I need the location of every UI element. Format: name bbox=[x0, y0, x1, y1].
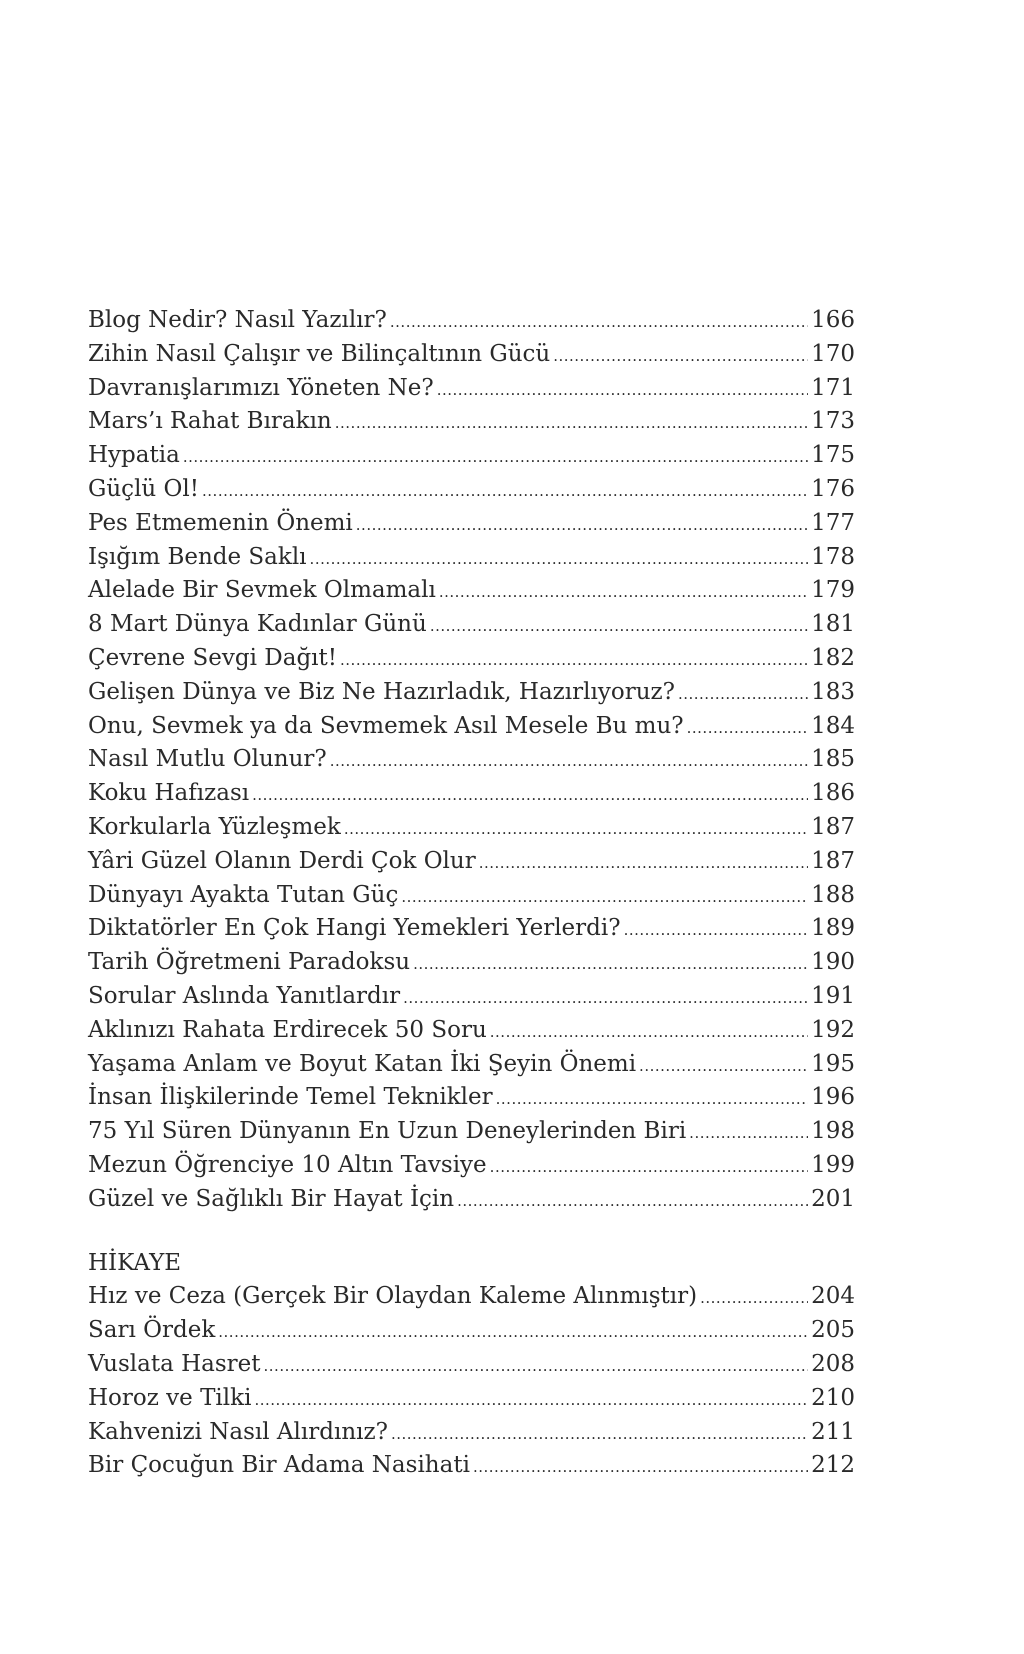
toc-entry-page-number: 186 bbox=[811, 780, 855, 807]
toc-entry-title: Işığım Bende Saklı bbox=[88, 543, 307, 570]
toc-entry bbox=[88, 946, 855, 980]
toc-entry-page-number: 166 bbox=[811, 307, 855, 333]
toc-entry bbox=[88, 743, 855, 777]
toc-entry-page-number: 183 bbox=[811, 678, 855, 705]
toc-entry-title: Koku Hafızası bbox=[88, 780, 250, 807]
toc-entry-title: Gelişen Dünya ve Biz Ne Hazırladık, Hazırlıyoruz? bbox=[88, 678, 675, 705]
toc-entry-title: Diktatörler En Çok Hangi Yemekleri Yerlerdi? bbox=[88, 915, 621, 942]
toc-entry bbox=[88, 676, 855, 710]
toc-entry-page-number: 187 bbox=[811, 847, 855, 874]
toc-entry-title: Blog Nedir? Nasıl Yazılır? bbox=[88, 307, 387, 333]
toc-entry-title: Onu, Sevmek ya da Sevmemek Asıl Mesele Bu mu? bbox=[88, 712, 684, 739]
dot-leader bbox=[183, 445, 808, 469]
toc-entry bbox=[88, 980, 855, 1014]
toc-entry-title: Hız ve Ceza (Gerçek Bir Olaydan Kaleme Alınmıştır) bbox=[88, 1283, 698, 1310]
toc-entry-title: Yâri Güzel Olanın Derdi Çok Olur bbox=[88, 847, 476, 874]
toc-entry bbox=[88, 372, 855, 406]
toc-entry bbox=[88, 811, 855, 845]
toc-entry-title: Güzel ve Sağlıklı Bir Hayat İçin bbox=[88, 1185, 455, 1212]
section-heading: HİKAYE bbox=[88, 1249, 182, 1276]
toc-entry bbox=[88, 1081, 855, 1115]
dot-leader bbox=[330, 749, 808, 773]
toc-entry bbox=[88, 338, 855, 372]
toc-entry-title: Güçlü Ol! bbox=[88, 475, 200, 502]
dot-leader bbox=[496, 1087, 808, 1111]
toc-entry-page-number: 173 bbox=[811, 408, 855, 435]
dot-leader bbox=[639, 1054, 808, 1078]
section-entries bbox=[88, 1280, 855, 1483]
toc-entry bbox=[88, 1382, 855, 1416]
toc-entry-page-number: 201 bbox=[811, 1185, 855, 1212]
dot-leader bbox=[437, 378, 808, 402]
dot-leader bbox=[218, 1320, 808, 1344]
toc-entry-title: Vuslata Hasret bbox=[88, 1350, 261, 1377]
dot-leader bbox=[310, 547, 809, 571]
toc-entry-title: Zihin Nasıl Çalışır ve Bilinçaltının Gücü bbox=[88, 340, 551, 367]
toc-entry bbox=[88, 879, 855, 913]
dot-leader bbox=[413, 952, 808, 976]
toc-entry-title: Sarı Ördek bbox=[88, 1317, 216, 1344]
toc-entry bbox=[88, 574, 855, 608]
toc-entry-page-number: 195 bbox=[811, 1050, 855, 1077]
toc-entry bbox=[88, 1416, 855, 1450]
section-gap bbox=[88, 1217, 855, 1247]
toc-entry-title: 75 Yıl Süren Dünyanın En Uzun Deneylerinden Biri bbox=[88, 1118, 687, 1145]
toc-entry-title: Kahvenizi Nasıl Alırdınız? bbox=[88, 1418, 388, 1445]
toc-entry-title: Hypatia bbox=[88, 442, 180, 469]
dot-leader bbox=[700, 1286, 808, 1310]
dot-leader bbox=[689, 1121, 808, 1145]
toc-entry bbox=[88, 608, 855, 642]
toc-entry-page-number: 176 bbox=[811, 475, 855, 502]
toc-entry-page-number: 175 bbox=[811, 442, 855, 469]
toc-entry bbox=[88, 541, 855, 575]
dot-leader bbox=[473, 1455, 808, 1479]
dot-leader bbox=[390, 310, 808, 334]
toc-entry-page-number: 210 bbox=[811, 1384, 855, 1411]
toc-entry-title: Sorular Aslında Yanıtlardır bbox=[88, 982, 401, 1009]
toc-entry bbox=[88, 1280, 855, 1314]
toc-entry-page-number: 182 bbox=[811, 644, 855, 671]
toc-entry-page-number: 181 bbox=[811, 611, 855, 638]
toc-entry bbox=[88, 1014, 855, 1048]
toc-entry-page-number: 211 bbox=[811, 1418, 855, 1445]
toc-entry bbox=[88, 845, 855, 879]
toc-entry bbox=[88, 439, 855, 473]
toc-entry bbox=[88, 642, 855, 676]
dot-leader bbox=[254, 1388, 808, 1412]
toc-entry-title: Bir Çocuğun Bir Adama Nasihati bbox=[88, 1452, 470, 1479]
toc-entry-title: Aklınızı Rahata Erdirecek 50 Soru bbox=[88, 1016, 487, 1043]
table-of-contents bbox=[88, 304, 855, 1483]
dot-leader bbox=[401, 885, 808, 909]
dot-leader bbox=[264, 1354, 809, 1378]
dot-leader bbox=[479, 851, 808, 875]
dot-leader bbox=[252, 783, 808, 807]
toc-entry bbox=[88, 1183, 855, 1217]
toc-entry-page-number: 178 bbox=[811, 543, 855, 570]
dot-leader bbox=[391, 1422, 808, 1446]
toc-entry-page-number: 196 bbox=[811, 1084, 855, 1111]
toc-entry bbox=[88, 912, 855, 946]
dot-leader bbox=[344, 817, 808, 841]
toc-entries bbox=[88, 304, 855, 1217]
toc-entry bbox=[88, 710, 855, 744]
dot-leader bbox=[430, 614, 808, 638]
toc-entry-title: İnsan İlişkilerinde Temel Teknikler bbox=[88, 1084, 493, 1111]
toc-entry-title: Tarih Öğretmeni Paradoksu bbox=[88, 949, 411, 976]
dot-leader bbox=[490, 1155, 808, 1179]
toc-entry bbox=[88, 1314, 855, 1348]
toc-entry-title: Nasıl Mutlu Olunur? bbox=[88, 746, 327, 773]
toc-entry bbox=[88, 1348, 855, 1382]
dot-leader bbox=[403, 986, 808, 1010]
toc-entry-title: Mezun Öğrenciye 10 Altın Tavsiye bbox=[88, 1151, 487, 1178]
toc-entry bbox=[88, 1449, 855, 1483]
toc-entry-title: Korkularla Yüzleşmek bbox=[88, 813, 341, 840]
toc-entry-page-number: 187 bbox=[811, 813, 855, 840]
toc-entry-title: Horoz ve Tilki bbox=[88, 1384, 252, 1411]
toc-entry-title: Alelade Bir Sevmek Olmamalı bbox=[88, 577, 436, 604]
dot-leader bbox=[553, 344, 808, 368]
dot-leader bbox=[439, 580, 808, 604]
toc-entry-page-number: 188 bbox=[811, 881, 855, 908]
toc-entry bbox=[88, 1048, 855, 1082]
toc-entry-page-number: 185 bbox=[811, 746, 855, 773]
toc-entry bbox=[88, 507, 855, 541]
toc-entry-page-number: 189 bbox=[811, 915, 855, 942]
toc-entry-page-number: 208 bbox=[811, 1350, 855, 1377]
toc-entry bbox=[88, 1149, 855, 1183]
dot-leader bbox=[202, 479, 808, 503]
toc-entry bbox=[88, 777, 855, 811]
toc-entry bbox=[88, 473, 855, 507]
toc-entry-page-number: 184 bbox=[811, 712, 855, 739]
toc-entry-title: Pes Etmemenin Önemi bbox=[88, 509, 353, 536]
dot-leader bbox=[457, 1189, 808, 1213]
toc-entry-title: Yaşama Anlam ve Boyut Katan İki Şeyin Önemi bbox=[88, 1050, 637, 1077]
dot-leader bbox=[335, 411, 808, 435]
dot-leader bbox=[356, 513, 808, 537]
toc-entry-title: Mars’ı Rahat Bırakın bbox=[88, 408, 332, 435]
toc-entry bbox=[88, 405, 855, 439]
toc-entry-title: Davranışlarımızı Yöneten Ne? bbox=[88, 374, 434, 401]
toc-entry-title: Çevrene Sevgi Dağıt! bbox=[88, 644, 338, 671]
toc-entry-page-number: 190 bbox=[811, 949, 855, 976]
toc-entry-page-number: 199 bbox=[811, 1151, 855, 1178]
toc-entry-page-number: 198 bbox=[811, 1118, 855, 1145]
toc-entry-page-number: 205 bbox=[811, 1317, 855, 1344]
dot-leader bbox=[687, 716, 808, 740]
toc-entry bbox=[88, 1115, 855, 1149]
toc-entry-page-number: 212 bbox=[811, 1452, 855, 1479]
toc-entry-title: 8 Mart Dünya Kadınlar Günü bbox=[88, 611, 427, 638]
toc-entry-page-number: 170 bbox=[811, 340, 855, 367]
toc-entry-page-number: 192 bbox=[811, 1016, 855, 1043]
toc-entry bbox=[88, 304, 855, 338]
toc-entry-page-number: 177 bbox=[811, 509, 855, 536]
dot-leader bbox=[490, 1020, 808, 1044]
toc-entry-page-number: 179 bbox=[811, 577, 855, 604]
toc-entry-page-number: 204 bbox=[811, 1283, 855, 1310]
dot-leader bbox=[624, 918, 809, 942]
dot-leader bbox=[678, 682, 808, 706]
dot-leader bbox=[340, 648, 808, 672]
toc-entry-page-number: 171 bbox=[811, 374, 855, 401]
toc-entry-title: Dünyayı Ayakta Tutan Güç bbox=[88, 881, 399, 908]
toc-entry-page-number: 191 bbox=[811, 982, 855, 1009]
